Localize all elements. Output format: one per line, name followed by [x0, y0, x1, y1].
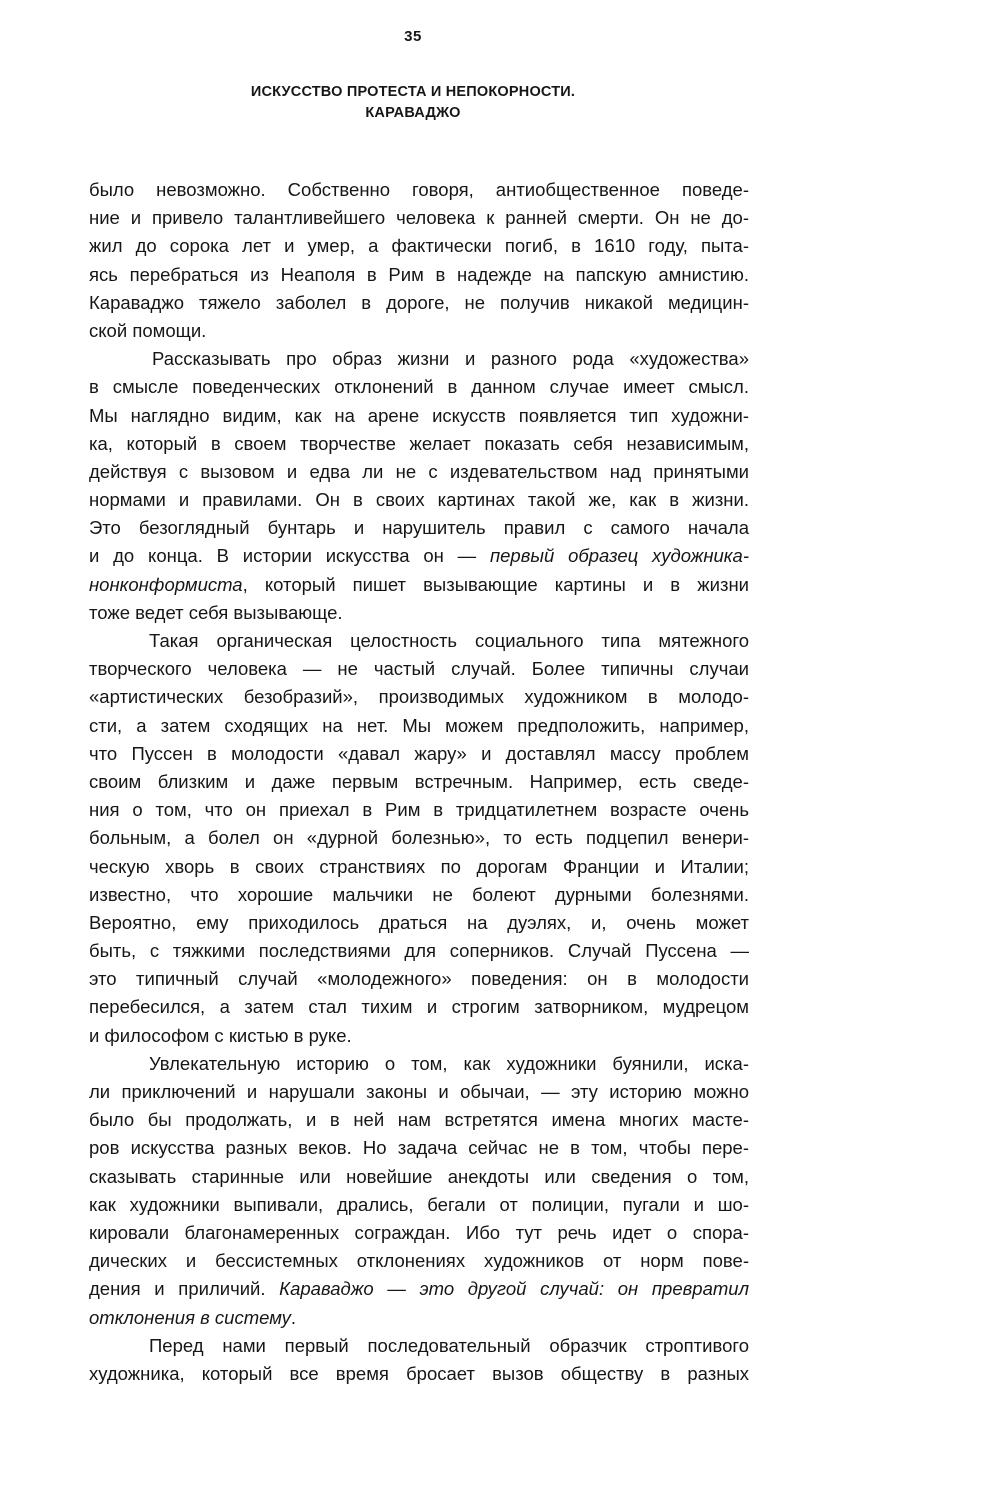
- text-line: действуя с вызовом и едва ли не с издевательством над принятыми: [89, 460, 749, 482]
- text-line: кировали благонамеренных сограждан. Ибо тут речь идет о спора-: [89, 1221, 749, 1243]
- chapter-title-line-1: ИСКУССТВО ПРОТЕСТА И НЕПОКОРНОСТИ.: [250, 84, 576, 100]
- text-line: своим близким и даже первым встречным. Например, есть сведе-: [89, 770, 749, 792]
- text-line: Рассказывать про образ жизни и разного рода «художества»: [152, 348, 749, 370]
- text-line: [89, 1304, 749, 1332]
- italic-text-run: нонконформиста: [89, 573, 243, 595]
- italic-text-run: Караваджо — это другой случай: он превратил: [279, 1278, 749, 1300]
- text-line: как художники выпивали, дрались, бегали от полиции, пугали и шо-: [89, 1193, 749, 1215]
- page-number: 35: [404, 28, 422, 45]
- italic-text-run: первый образец художника-: [489, 545, 749, 567]
- text-line: [89, 571, 749, 599]
- text-line: Караваджо тяжело заболел в дороге, не получив никакой медицин-: [89, 291, 749, 313]
- text-line: ров искусства разных веков. Но задача сейчас не в том, чтобы пере-: [89, 1137, 749, 1159]
- text-run: дения и приличий.: [89, 1278, 280, 1300]
- text-line: Такая органическая целостность социального типа мятежного: [149, 630, 749, 651]
- text-line: перебесился, а затем стал тихим и строгим затворником, мудрецом: [89, 996, 749, 1018]
- text-line: это типичный случай «молодежного» поведения: он в молодости: [89, 968, 749, 990]
- text-run: .: [290, 1306, 297, 1328]
- paragraph-2: [89, 345, 749, 627]
- text-line: тоже ведет себя вызывающе.: [89, 601, 343, 623]
- paragraph-5: [89, 1332, 749, 1388]
- text-line: сти, а затем сходящих на нет. Мы можем предположить, например,: [89, 714, 749, 736]
- text-line: ческую хворь в своих странствиях по дорогам Франции и Италии;: [89, 855, 749, 877]
- text-run: , который пишет вызывающие картины и в жизни: [242, 573, 749, 595]
- paragraph-4: [89, 1050, 749, 1332]
- text-run: и до конца. В истории искусства он —: [89, 545, 490, 567]
- text-line: и философом с кистью в руке.: [89, 1024, 352, 1046]
- text-line: было бы продолжать, и в ней нам встретятся имена многих масте-: [89, 1109, 749, 1131]
- text-line: дических и бессистемных отклонениях художников от норм пове-: [89, 1250, 749, 1272]
- text-line: было невозможно. Собственно говоря, антиобщественное поведе-: [89, 179, 749, 200]
- italic-text-run: отклонения в систему: [89, 1306, 291, 1328]
- text-line: «артистических безобразий», производимых художником в молодо-: [89, 686, 749, 708]
- text-line: Мы наглядно видим, как на арене искусств появляется тип художни-: [89, 404, 749, 426]
- body-text: [89, 176, 749, 1388]
- text-line: в смысле поведенческих отклонений в данном случае имеет смысл.: [89, 376, 749, 398]
- text-line: ской помощи.: [89, 319, 207, 341]
- text-line: ка, который в своем творчестве желает показать себя независимым,: [89, 432, 749, 454]
- text-line: быть, с тяжкими последствиями для соперников. Случай Пуссена —: [89, 940, 749, 962]
- text-line: [89, 542, 749, 570]
- text-line: ли приключений и нарушали законы и обычаи, — эту историю можно: [89, 1081, 749, 1102]
- text-line: что Пуссен в молодости «давал жару» и доставлял массу проблем: [89, 742, 749, 764]
- text-line: Увлекательную историю о том, как художники буянили, иска-: [149, 1052, 749, 1074]
- text-line: ясь перебраться из Неаполя в Рим в надежде на папскую амнистию.: [89, 263, 749, 285]
- text-line: ние и привело талантливейшего человека к ранней смерти. Он не до-: [89, 207, 749, 229]
- chapter-title-line-2: КАРАВАДЖО: [365, 105, 461, 121]
- text-line: больным, а болел он «дурной болезнью», то есть подцепил венери-: [89, 827, 749, 849]
- text-line: Это безоглядный бунтарь и нарушитель правил с самого начала: [89, 517, 749, 539]
- text-line: художника, который все время бросает вызов обществу в разных: [89, 1362, 749, 1384]
- text-line: творческого человека — не частый случай. Более типичны случаи: [89, 658, 749, 680]
- text-line: [89, 1275, 749, 1303]
- text-line: Вероятно, ему приходилось драться на дуэлях, и, очень может: [89, 911, 749, 933]
- text-line: жил до сорока лет и умер, а фактически погиб, в 1610 году, пыта-: [89, 235, 749, 257]
- text-line: известно, что хорошие мальчики не болеют дурными болезнями.: [89, 883, 749, 905]
- paragraph-3: [89, 627, 749, 1050]
- chapter-title: [0, 82, 826, 124]
- text-line: нормами и правилами. Он в своих картинах такой же, как в жизни.: [89, 489, 749, 511]
- text-line: сказывать старинные или новейшие анекдоты или сведения о том,: [89, 1165, 749, 1187]
- paragraph-1: [89, 176, 749, 345]
- text-line: Перед нами первый последовательный образчик строптивого: [149, 1334, 749, 1356]
- text-line: ния о том, что он приехал в Рим в тридцатилетнем возрасте очень: [89, 799, 749, 821]
